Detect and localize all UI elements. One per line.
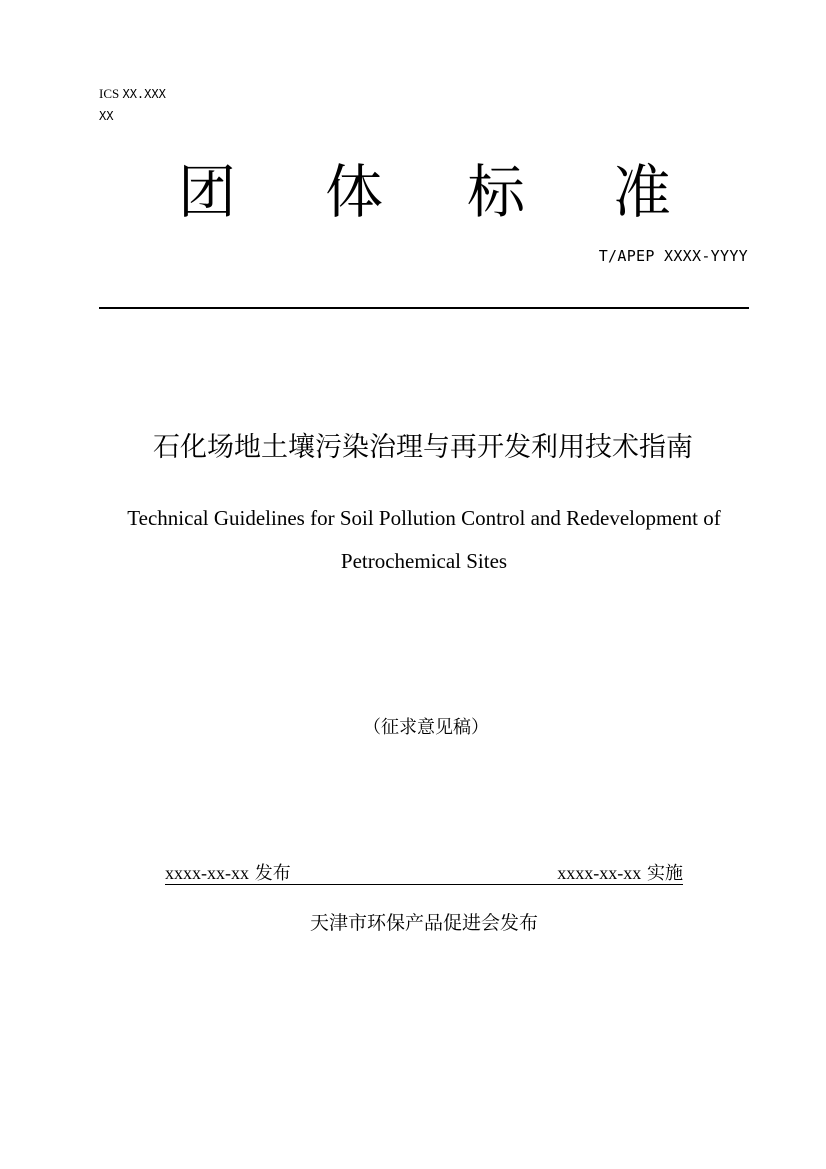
heading-char-1: 团 (178, 158, 237, 226)
ics-code (99, 86, 166, 102)
standard-number: T/APEP XXXX-YYYY (598, 247, 748, 265)
ccs-code: XX (99, 109, 114, 123)
title-en-line-1: Technical Guidelines for Soil Pollution Control and Redevelopment of (127, 506, 721, 530)
document-title-en (110, 497, 738, 583)
issue-label: 发布 (254, 863, 291, 884)
issue-date: xxxx-xx-xx (165, 863, 249, 883)
dates-line (165, 862, 683, 885)
group-standard-heading (100, 152, 748, 232)
implement-date-group (557, 862, 683, 885)
heading-char-3: 标 (467, 158, 526, 226)
implement-date: xxxx-xx-xx (557, 863, 642, 883)
implement-label: 实施 (647, 863, 683, 884)
publisher: 天津市环保产品促进会发布 (309, 912, 538, 934)
document-title-cn: 石化场地土壤污染治理与再开发利用技术指南 (153, 432, 693, 463)
header-rule (99, 307, 749, 309)
ics-prefix: ICS (99, 86, 120, 101)
title-en-line-2: Petrochemical Sites (340, 549, 508, 573)
draft-label: （征求意见稿） (363, 717, 489, 738)
heading-char-2: 体 (325, 158, 384, 226)
issue-date-group (165, 862, 291, 885)
heading-char-4: 准 (613, 158, 672, 226)
ics-number: XX.XXX (122, 87, 166, 101)
